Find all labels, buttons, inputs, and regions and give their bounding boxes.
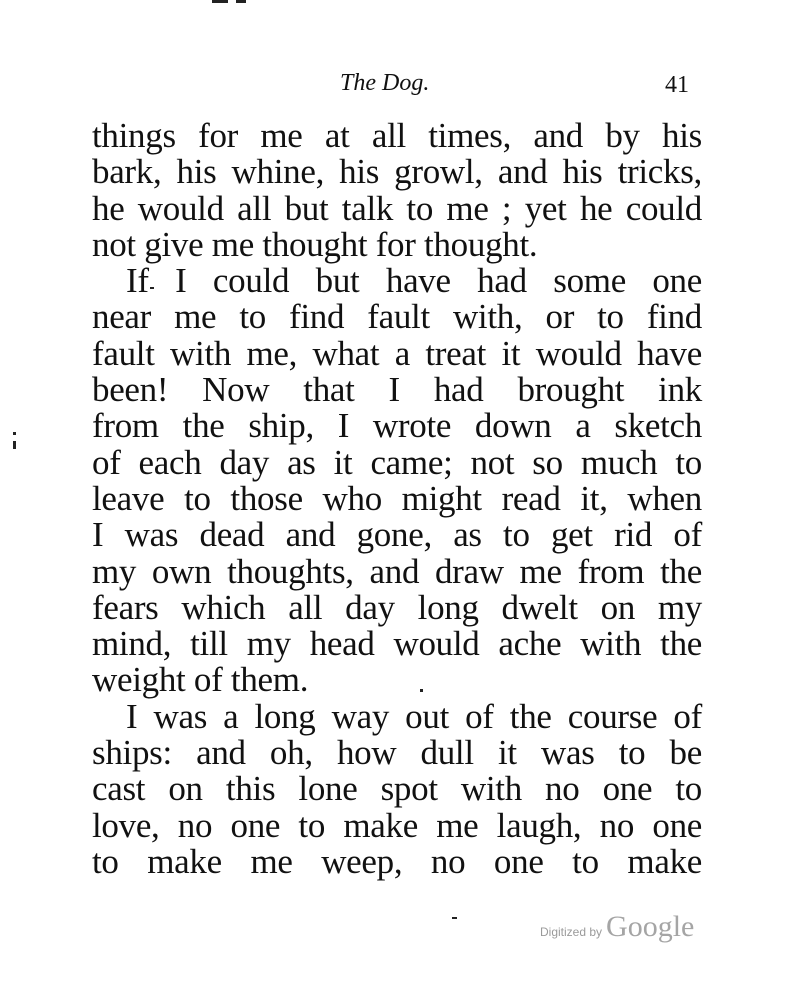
digitization-watermark <box>540 910 694 950</box>
text-line: of each day as it came; not so much to <box>92 442 702 482</box>
text-line: to make me weep, no one to make <box>92 841 702 881</box>
text-line: not give me thought for thought. <box>92 224 538 264</box>
page-number: 41 <box>665 72 689 98</box>
google-logo: Google <box>606 910 695 943</box>
watermark-prefix: Digitized by <box>540 925 603 939</box>
body-text <box>92 118 702 880</box>
print-speck <box>13 441 16 449</box>
print-speck <box>212 0 228 3</box>
text-line: weight of them. <box>92 660 309 700</box>
text-line: fears which all day long dwelt on my <box>92 587 702 627</box>
text-line: from the ship, I wrote down a sketch <box>92 406 702 446</box>
print-speck <box>452 917 457 919</box>
text-line: fault with me, what a treat it would have <box>92 333 702 373</box>
running-head <box>0 70 811 104</box>
text-line: love, no one to make me laugh, no one <box>92 805 702 845</box>
text-line: bark, his whine, his growl, and his tricks, <box>92 152 702 192</box>
text-line: leave to those who might read it, when <box>92 478 702 518</box>
text-line: things for me at all times, and by his <box>92 116 702 155</box>
text-line: I was dead and gone, as to get rid of <box>92 515 702 555</box>
paragraph-start-line: If I could but have had some one <box>126 261 702 301</box>
text-line: my own thoughts, and draw me from the <box>92 551 702 591</box>
text-line: mind, till my head would ache with the <box>92 624 702 664</box>
print-speck <box>236 0 246 3</box>
paragraph-start-line: I was a long way out of the course of <box>126 696 702 736</box>
text-line: ships: and oh, how dull it was to be <box>92 733 702 773</box>
running-title: The Dog. <box>340 70 430 96</box>
text-line: cast on this lone spot with no one to <box>92 769 702 809</box>
print-speck <box>13 432 16 435</box>
text-line: he would all but talk to me ; yet he could <box>92 188 702 228</box>
text-line: been! Now that I had brought ink <box>92 370 702 410</box>
text-line: near me to find fault with, or to find <box>92 297 702 337</box>
